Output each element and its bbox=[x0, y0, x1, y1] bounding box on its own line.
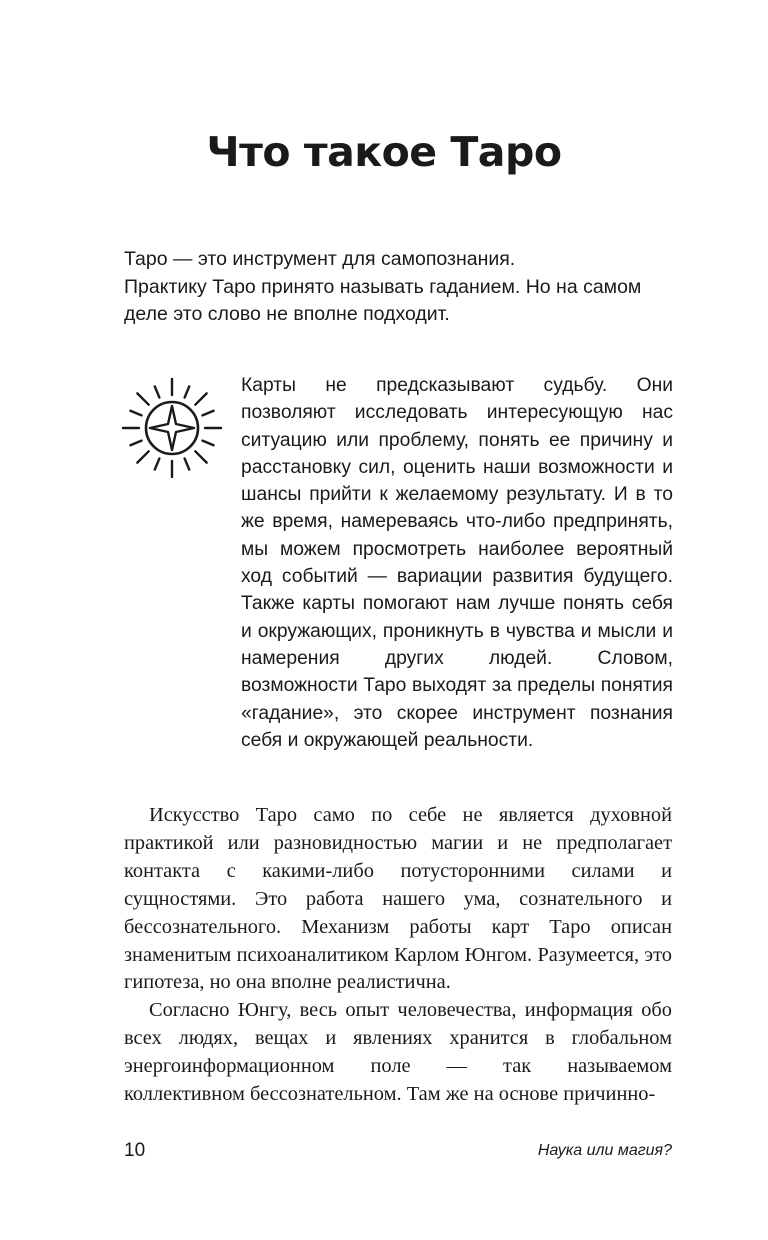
body-text bbox=[124, 802, 672, 1109]
page-title: Что такое Таро bbox=[206, 128, 562, 176]
paragraph: Согласно Юнгу, весь опыт человечества, информация обо всех людях, вещах и явлениях хранится в глобальном энергоинформационном поле — так называемом коллективном бессознательном. Там же на основе причинно- bbox=[124, 999, 672, 1106]
page-number: 10 bbox=[124, 1140, 146, 1161]
intro-line: Практику Таро принято называть гаданием. Но на самом деле это слово не вполне подходит. bbox=[124, 275, 642, 325]
intro-line: Таро — это инструмент для самопознания. bbox=[124, 248, 516, 270]
sun-star-icon bbox=[120, 376, 224, 480]
callout-text: Карты не предсказывают судьбу. Они позволяют исследовать интересующую нас ситуацию или проблему, понять ее причину и расстановку сил, оценить наши возможности и шансы прийти к желаемому результату. И в то же время, намереваясь что-либо предпринять, мы можем просмотреть наиболее вероятный ход событий — вариации развития будущего. Также карты помогают нам лучше понять себя и окружающих, проникнуть в чувства и мысли и намерения других людей. Словом, возможности Таро выходят за пределы понятия «гадание», это скорее инструмент познания себя и окружающей реальности. bbox=[241, 375, 673, 751]
running-head: Наука или магия? bbox=[537, 1142, 672, 1159]
paragraph: Искусство Таро само по себе не является духовной практикой или разновидностью магии и не предполагает контакта с какими-либо потусторонними силами и сущностями. Это работа нашего ума, сознательного и бессознательного. Механизм работы карт Таро описан знаменитым психоаналитиком Карлом Юнгом. Разумеется, это гипотеза, но она вполне реалистична. bbox=[124, 804, 672, 994]
intro bbox=[124, 246, 684, 329]
